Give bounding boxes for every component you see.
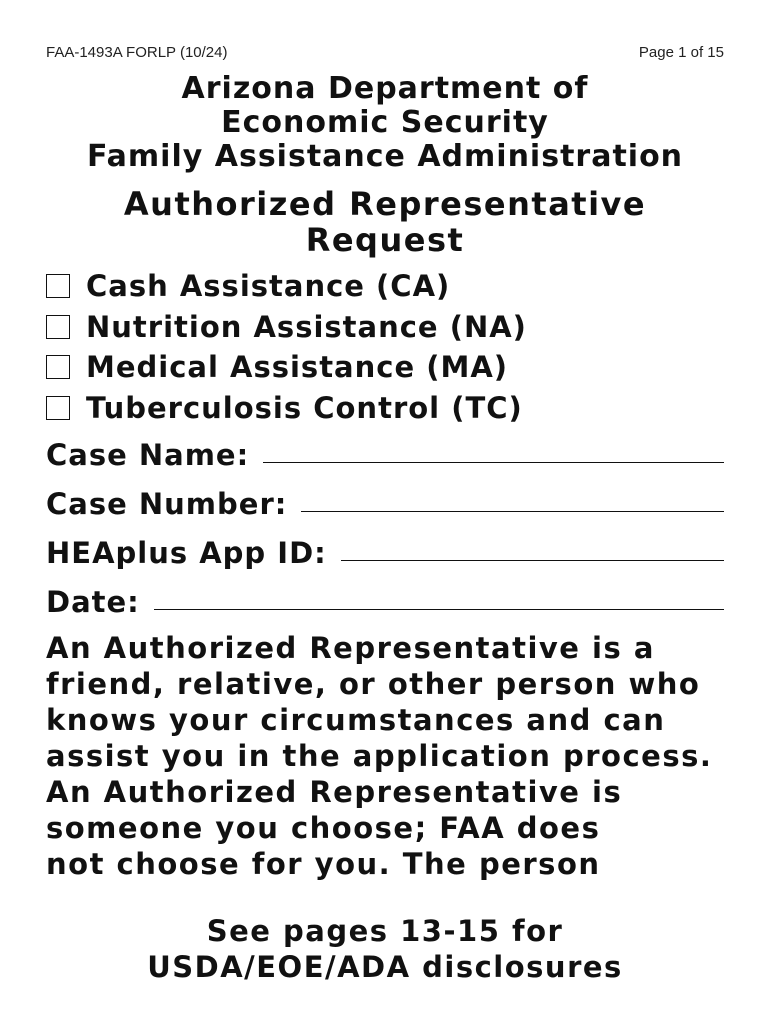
form-title [0,186,770,258]
date-input-line[interactable] [154,608,724,610]
disclosure-line-1: See pages 13-15 for [206,914,564,948]
program-option-na[interactable] [46,307,527,348]
paragraph-line: someone you choose; FAA does [46,811,601,845]
case-name-input-line[interactable] [263,461,724,463]
program-label-tc: Tuberculosis Control (TC) [86,390,523,425]
disclosure-note [0,913,770,985]
case-name-field [46,438,724,472]
paragraph-line: An Authorized Representative is [46,775,623,809]
title-line-2: Request [305,221,465,259]
program-checklist [46,266,527,428]
paragraph-line: not choose for you. The person [46,847,601,881]
form-id: FAA-1493A FORLP (10/24) [46,44,228,61]
agency-line-3: Family Assistance Administration [86,139,684,174]
case-number-field [46,487,724,521]
case-name-label: Case Name: [46,438,250,472]
agency-line-1: Arizona Department of [181,71,589,106]
description-paragraph [46,630,746,882]
program-label-ma: Medical Assistance (MA) [86,350,509,385]
title-line-1: Authorized Representative [123,185,647,223]
page-number: Page 1 of 15 [638,44,724,61]
date-field [46,585,724,619]
program-label-na: Nutrition Assistance (NA) [86,309,527,344]
disclosure-line-2: USDA/EOE/ADA disclosures [147,950,623,984]
checkbox-ca[interactable] [46,274,70,298]
paragraph-line: friend, relative, or other person who [46,667,701,701]
checkbox-ma[interactable] [46,355,70,379]
program-option-tc[interactable] [46,388,527,429]
heaplus-app-id-label: HEAplus App ID: [46,536,327,570]
heaplus-app-id-input-line[interactable] [341,559,724,561]
paragraph-line: An Authorized Representative is a [46,631,655,665]
heaplus-app-id-field [46,536,724,570]
checkbox-na[interactable] [46,315,70,339]
date-label: Date: [46,585,140,619]
agency-heading [0,72,770,174]
agency-line-2: Economic Security [221,105,549,140]
case-number-label: Case Number: [46,487,288,521]
checkbox-tc[interactable] [46,396,70,420]
program-option-ma[interactable] [46,347,527,388]
case-number-input-line[interactable] [301,510,724,512]
paragraph-line: assist you in the application process. [46,739,713,773]
program-option-ca[interactable] [46,266,527,307]
paragraph-line: knows your circumstances and can [46,703,666,737]
program-label-ca: Cash Assistance (CA) [86,269,451,304]
